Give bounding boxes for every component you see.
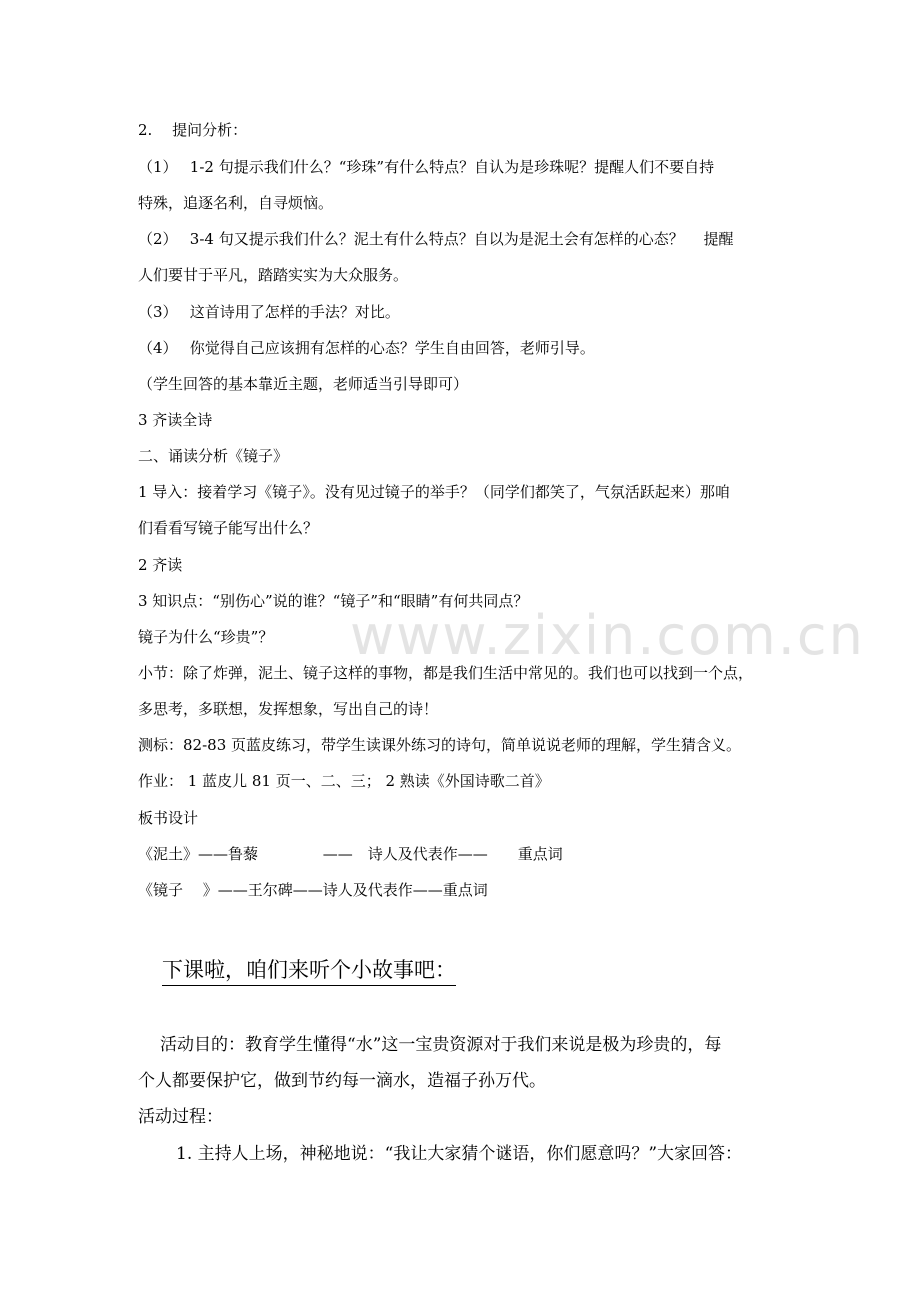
- story-step-1: 1. 主持人上场，神秘地说：“我让大家猜个谜语，你们愿意吗？”大家回答：: [176, 1144, 743, 1164]
- story-process-label: 活动过程：: [138, 1107, 223, 1127]
- line-board-mirror: 《镜子 》——王尔碑——诗人及代表作——重点词: [138, 881, 488, 899]
- line-section-mirror: 二、诵读分析《镜子》: [138, 447, 289, 465]
- line-q4: （4） 你觉得自己应该拥有怎样的心态？学生自由回答，老师引导。: [138, 339, 595, 357]
- line-intro: 1 导入：接着学习《镜子》。没有见过镜子的举手？（同学们都笑了，气氛活跃起来）那咱: [138, 483, 730, 501]
- line-board-clay: 《泥土》——鲁藜 —— 诗人及代表作—— 重点词: [138, 845, 563, 863]
- story-purpose-cont: 个人都要保护它，做到节约每一滴水，造福子孙万代。: [138, 1071, 546, 1091]
- line-summary: 小节：除了炸弹，泥土、镜子这样的事物，都是我们生活中常见的。我们也可以找到一个点，: [138, 664, 754, 682]
- line-homework: 作业： 1 蓝皮儿 81 页一、二、三； 2 熟读《外国诗歌二首》: [138, 772, 550, 790]
- line-analysis-title: 2. 提问分析：: [138, 121, 248, 139]
- line-q3: （3） 这首诗用了怎样的手法？对比。: [138, 303, 400, 321]
- line-summary-cont: 多思考，多联想，发挥想象，写出自己的诗！: [138, 700, 439, 718]
- line-test: 测标：82-83 页蓝皮练习，带学生读课外练习的诗句，简单说说老师的理解，学生猜含义。: [138, 736, 742, 754]
- line-q2-cont: 人们要甘于平凡，踏踏实实为大众服务。: [138, 266, 409, 284]
- line-read-together: 2 齐读: [138, 556, 183, 574]
- line-knowledge: 3 知识点：“别伤心”说的谁？“镜子”和“眼睛”有何共同点？: [138, 592, 529, 610]
- line-board-design: 板书设计: [138, 809, 199, 827]
- line-q1-cont: 特殊，追逐名利，自寻烦恼。: [138, 194, 334, 212]
- story-heading: 下课啦，咱们来听个小故事吧：: [162, 956, 456, 986]
- line-q1: （1） 1-2 句提示我们什么？“珍珠”有什么特点？自认为是珍珠呢？提醒人们不要自持: [138, 158, 715, 176]
- line-q2: （2） 3-4 句又提示我们什么？泥土有什么特点？自以为是泥土会有怎样的心态？ 提醒: [138, 230, 734, 248]
- line-note: （学生回答的基本靠近主题，老师适当引导即可）: [138, 375, 469, 393]
- line-intro-cont: 们看看写镜子能写出什么？: [138, 519, 319, 537]
- story-purpose: 活动目的：教育学生懂得“水”这一宝贵资源对于我们来说是极为珍贵的，每: [160, 1035, 722, 1055]
- line-read-poem: 3 齐读全诗: [138, 411, 213, 429]
- line-knowledge-cont: 镜子为什么“珍贵”？: [138, 628, 274, 646]
- watermark: www.zixin.com.cn: [350, 604, 865, 667]
